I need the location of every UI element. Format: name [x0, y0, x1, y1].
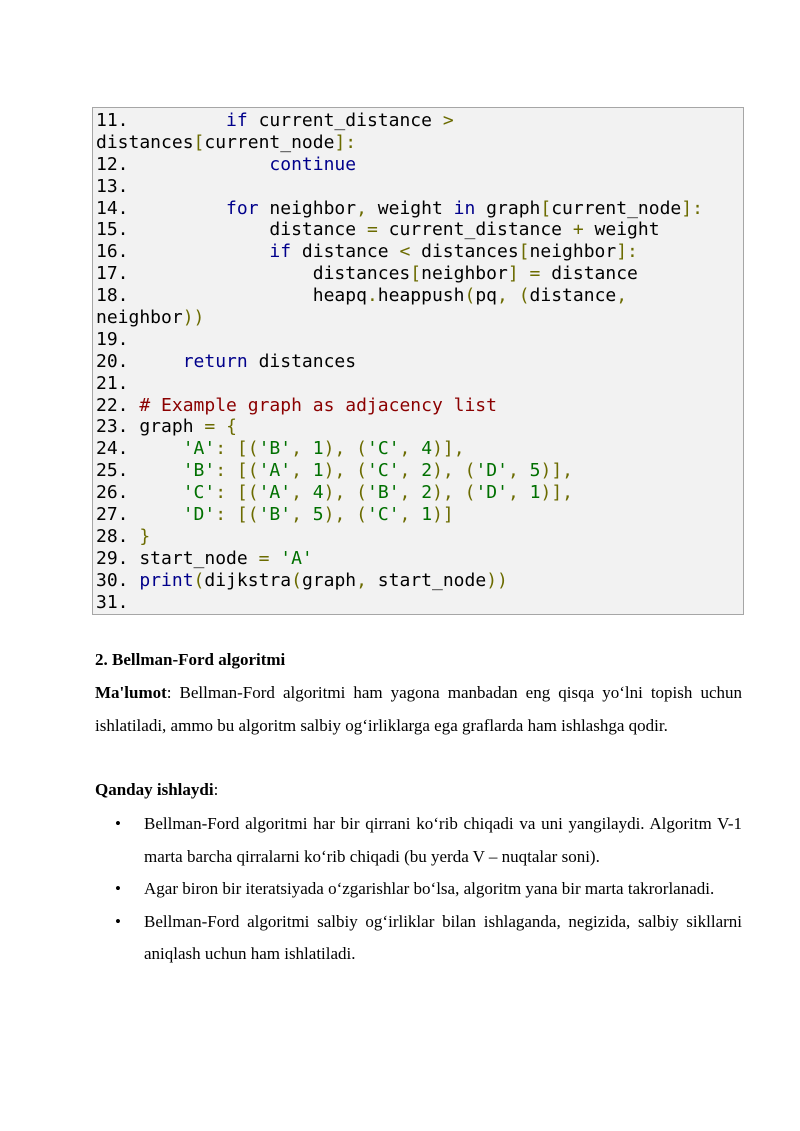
code-token	[226, 482, 237, 503]
code-token: graph	[475, 197, 541, 219]
code-token: ,	[356, 569, 367, 591]
code-token: 2	[421, 460, 433, 482]
code-token: distances	[247, 350, 357, 372]
code-token	[410, 482, 421, 503]
code-token: 'B'	[367, 482, 400, 504]
code-token: [	[540, 197, 552, 219]
code-line	[96, 460, 743, 482]
code-token: [(	[236, 460, 259, 482]
code-token: 30.	[96, 569, 140, 591]
code-line	[96, 592, 743, 614]
code-token: 'A'	[280, 547, 313, 569]
code-token	[519, 263, 530, 284]
code-token: )]	[432, 504, 454, 526]
code-token: ),	[323, 460, 346, 482]
code-token: 'B'	[258, 438, 292, 460]
code-token: distances	[96, 131, 194, 153]
code-token	[410, 438, 421, 459]
code-token: 5	[312, 504, 324, 526]
code-token: 'D'	[182, 504, 216, 526]
code-token: 2	[421, 482, 433, 504]
code-line	[96, 504, 743, 526]
code-token: pq	[475, 285, 498, 307]
code-line	[96, 176, 743, 198]
code-token: +	[572, 219, 584, 241]
code-token: 24.	[96, 438, 183, 460]
code-token: 13.	[96, 175, 129, 197]
code-token	[410, 504, 421, 525]
code-token: neighbor	[421, 263, 508, 285]
code-token: return	[182, 350, 248, 372]
code-token: 1	[421, 504, 433, 526]
code-token: (	[356, 460, 368, 482]
code-token: distances	[410, 241, 519, 263]
code-token: print	[139, 569, 194, 591]
code-token	[226, 504, 237, 525]
code-line	[96, 548, 743, 570]
code-line	[96, 351, 743, 373]
code-token: ,	[356, 197, 367, 219]
code-token: start_node	[366, 569, 487, 591]
info-text: : Bellman-Ford algoritmi ham yagona manbadan eng qisqa yo‘lni topish uchun ishlatiladi, ammo bu algoritm salbiy og‘irliklarga ega graflarda ham ishlashga qodir.	[95, 683, 742, 735]
code-line	[96, 154, 743, 176]
list-item	[95, 808, 742, 873]
code-token	[226, 460, 237, 481]
code-token: (	[356, 504, 368, 526]
code-token	[345, 438, 356, 459]
code-token: }	[139, 525, 151, 547]
code-token: current_distance	[247, 110, 443, 131]
code-token: 'A'	[258, 482, 292, 504]
code-token: [	[193, 131, 205, 153]
code-token: 1	[529, 482, 541, 504]
code-token	[302, 504, 313, 525]
code-token: :	[215, 482, 227, 504]
code-token: (	[464, 460, 476, 482]
code-token: 27.	[96, 504, 183, 526]
code-token: 'B'	[182, 460, 216, 482]
code-token: 'D'	[475, 482, 508, 504]
code-token: =	[529, 263, 541, 285]
how-label: Qanday ishlaydi	[95, 780, 214, 799]
code-line	[96, 526, 743, 548]
code-token: ,	[399, 504, 411, 526]
code-token: 'D'	[475, 460, 508, 482]
code-token: if	[269, 241, 292, 263]
code-token: neighbor	[258, 197, 357, 219]
code-line	[96, 570, 743, 592]
list-item	[95, 906, 742, 971]
code-token: =	[204, 416, 216, 438]
code-token	[302, 482, 313, 503]
code-token: [(	[236, 504, 259, 526]
info-label: Ma'lumot	[95, 683, 167, 702]
code-token: 18. heapq	[96, 285, 367, 307]
code-token: 23. graph	[96, 416, 205, 438]
code-token: (	[464, 482, 476, 504]
code-token: ,	[616, 285, 628, 307]
code-token: :	[215, 504, 227, 526]
code-block	[92, 107, 744, 615]
code-line	[96, 373, 743, 395]
code-token: ),	[323, 504, 346, 526]
code-token: (	[291, 569, 302, 591]
code-token: [(	[236, 482, 259, 504]
bullet-icon: •	[115, 911, 121, 931]
code-token: if	[226, 110, 248, 131]
code-token	[410, 460, 421, 481]
code-token: 25.	[96, 460, 183, 482]
code-token: 26.	[96, 482, 183, 504]
bullet-list	[95, 808, 742, 971]
bullet-icon: •	[115, 814, 121, 833]
code-line	[96, 263, 743, 285]
code-token: :	[215, 438, 227, 460]
code-token: [	[410, 263, 422, 285]
code-line	[96, 438, 743, 460]
code-token: 'C'	[182, 482, 216, 504]
code-token	[519, 482, 530, 503]
code-token: ),	[432, 460, 454, 482]
code-token: ]:	[616, 241, 638, 263]
code-token: =	[366, 219, 378, 241]
code-token: 'C'	[367, 438, 400, 460]
code-token: # Example graph as adjacency list	[139, 394, 497, 416]
code-token: .	[366, 285, 378, 307]
list-item	[95, 873, 742, 906]
code-token: ,	[497, 285, 508, 307]
code-token: current_node	[551, 197, 682, 219]
code-token: in	[453, 197, 476, 219]
code-token: neighbor	[529, 241, 617, 263]
code-token: ),	[432, 482, 454, 504]
code-token: 'B'	[258, 504, 292, 526]
code-token	[345, 482, 356, 503]
bullet-text: Agar biron bir iteratsiyada o‘zgarishlar bo‘lsa, algoritm yana bir marta takrorlanadi.	[144, 879, 715, 898]
code-token: ,	[507, 482, 519, 504]
code-token: 1	[312, 438, 324, 460]
code-token: ,	[399, 482, 411, 504]
code-token: 11.	[96, 110, 227, 131]
code-token: )],	[432, 438, 465, 460]
info-paragraph	[95, 677, 742, 742]
code-token: [(	[236, 438, 259, 460]
code-token: for	[226, 197, 259, 219]
code-token: {	[226, 416, 237, 438]
code-token	[226, 438, 237, 459]
code-token: 14.	[96, 197, 227, 219]
code-token: 'C'	[367, 460, 400, 482]
code-token: 16.	[96, 241, 270, 263]
code-token: (	[356, 438, 368, 460]
code-line	[96, 307, 743, 329]
code-token: 19.	[96, 328, 129, 350]
code-token: weight	[583, 219, 660, 241]
code-token: 1	[312, 460, 324, 482]
code-token: graph	[301, 569, 357, 591]
code-token: (	[356, 482, 368, 504]
code-line	[96, 219, 743, 241]
code-token: distance	[529, 285, 617, 307]
code-token	[269, 548, 280, 569]
code-token: 31.	[96, 591, 129, 613]
how-colon: :	[213, 780, 219, 799]
code-line	[96, 416, 743, 438]
code-token	[215, 416, 226, 437]
bullet-text: Bellman-Ford algoritmi har bir qirrani ko‘rib chiqadi va uni yangilaydi. Algoritm V-1 marta barcha qirralarni ko‘rib chiqadi (bu yerda V – nuqtalar soni).	[144, 814, 742, 866]
code-token: ,	[399, 460, 411, 482]
code-token: ,	[291, 460, 302, 482]
code-token: distance	[540, 263, 638, 285]
code-token: ))	[486, 569, 508, 591]
code-token: :	[215, 460, 227, 482]
code-token: 'C'	[367, 504, 400, 526]
code-line	[96, 241, 743, 263]
code-token	[454, 482, 465, 503]
bullet-icon: •	[115, 879, 121, 898]
code-token: current_node	[204, 131, 335, 153]
bullet-text: Bellman-Ford algoritmi salbiy og‘irliklar bilan ishlaganda, negizida, salbiy sikllarni aniqlash uchun ham ishlatiladi.	[144, 911, 742, 963]
code-token	[345, 460, 356, 481]
code-token: continue	[269, 153, 357, 175]
code-line	[96, 482, 743, 504]
code-token	[345, 504, 356, 525]
code-token: 'A'	[258, 460, 292, 482]
code-token: 22.	[96, 394, 140, 416]
code-token: 21.	[96, 372, 129, 394]
code-token: (	[518, 285, 530, 307]
code-token: (	[193, 569, 205, 591]
how-paragraph	[95, 774, 742, 807]
code-token: neighbor	[96, 307, 183, 329]
code-token: 15. distance	[96, 219, 367, 241]
code-token: ,	[399, 438, 411, 460]
code-line	[96, 329, 743, 351]
code-token	[519, 460, 530, 481]
code-token: distance	[291, 241, 400, 263]
code-token	[302, 438, 313, 459]
code-token: current_distance	[377, 219, 573, 241]
code-token: ]:	[681, 197, 703, 219]
code-token	[508, 285, 519, 306]
code-token: ,	[507, 460, 519, 482]
code-token: )],	[540, 460, 573, 482]
code-token: ,	[291, 438, 302, 460]
code-token: heappush	[377, 285, 465, 307]
code-token: ,	[291, 504, 302, 526]
code-token: )],	[540, 482, 573, 504]
code-token	[302, 460, 313, 481]
code-token: >	[442, 110, 454, 131]
code-token: weight	[366, 197, 454, 219]
code-token: <	[399, 241, 411, 263]
code-token: 29. start_node	[96, 547, 259, 569]
code-line	[96, 198, 743, 220]
code-line	[96, 395, 743, 417]
code-token	[454, 460, 465, 481]
code-line	[96, 285, 743, 307]
code-token: =	[258, 547, 270, 569]
code-token: ))	[182, 307, 205, 329]
code-token: 4	[421, 438, 433, 460]
section-heading: 2. Bellman-Ford algoritmi	[95, 650, 286, 669]
code-token: dijkstra	[204, 569, 292, 591]
code-token: ]	[507, 263, 519, 285]
code-token: 'A'	[182, 438, 216, 460]
code-line	[96, 132, 743, 154]
code-token: ),	[323, 482, 346, 504]
code-token: 12.	[96, 153, 270, 175]
code-token: [	[518, 241, 530, 263]
code-token: ),	[323, 438, 346, 460]
code-token: 20.	[96, 350, 183, 372]
code-line	[96, 110, 743, 132]
code-token: 5	[529, 460, 541, 482]
code-token: (	[464, 285, 476, 307]
code-token: 17. distances	[96, 263, 411, 285]
code-token: 4	[312, 482, 324, 504]
code-token: ,	[291, 482, 302, 504]
code-token: 28.	[96, 525, 140, 547]
code-token: ]:	[334, 131, 357, 153]
